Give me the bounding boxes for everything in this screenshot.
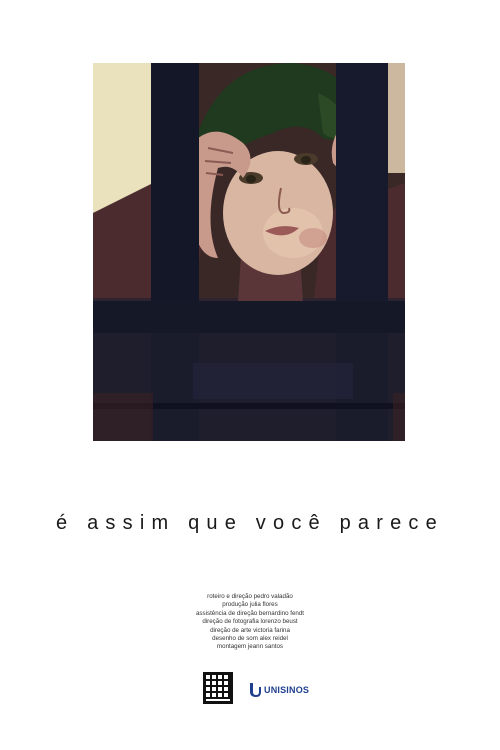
credit-line: produção julia flores [222,601,278,609]
person-behind-window-bars-illustration [93,63,405,441]
poster-artwork [93,63,405,441]
credit-line: roteiro e direção pedro valadão [207,593,293,600]
sponsor-logos [0,672,500,706]
grid-building-logo-icon [203,672,233,704]
credit-line: direção de fotografia lorenzo beust [202,618,298,626]
unisinos-logo [248,682,309,698]
credits-list [0,593,500,652]
credit-line: direção de arte victoria farina [210,626,290,634]
poster-title: é assim que você parece [56,512,444,534]
credit-line: assistência de direção bernardino fendt [195,609,304,617]
credit-line: desenho de som alex reidel [212,635,288,643]
unisinos-u-logo-icon [248,682,262,698]
credit-line: montagem jeann santos [216,643,284,651]
unisinos-wordmark: UNISINOS [264,685,310,695]
